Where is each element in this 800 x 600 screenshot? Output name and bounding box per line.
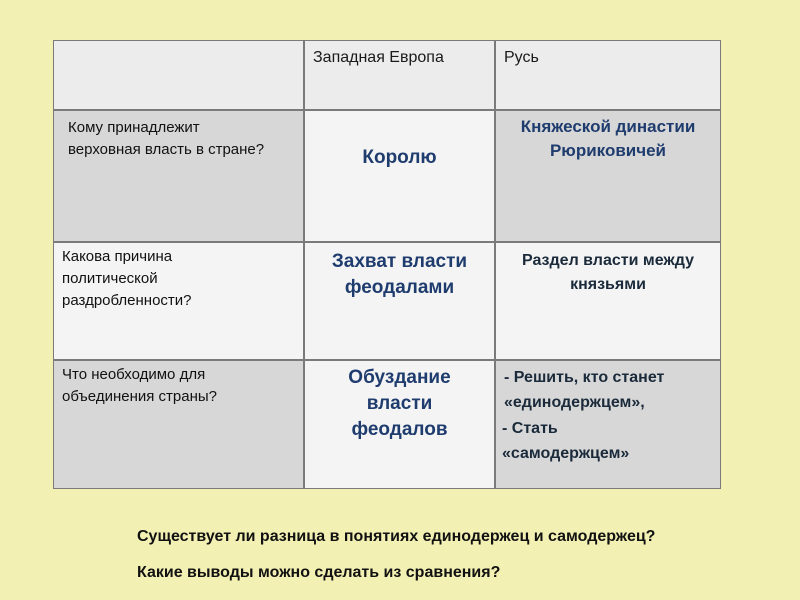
answer-rus-3-text-1: - Решить, кто станет «единодержцем», bbox=[504, 369, 665, 411]
question-1-text: Кому принадлежит верховная власть в стране? bbox=[68, 119, 265, 158]
footer-question-1: Существует ли разница в понятиях единодержец и самодержец? bbox=[137, 528, 656, 545]
header-west-europe-label: Западная Европа bbox=[313, 49, 444, 66]
answer-west-2-text: Захват власти феодалами bbox=[331, 251, 468, 298]
answer-rus-2-cell bbox=[495, 242, 721, 360]
footer-question-2: Какие выводы можно сделать из сравнения? bbox=[137, 564, 501, 581]
header-west-europe bbox=[304, 40, 495, 110]
answer-west-3-text: Обуздание власти феодалов bbox=[348, 367, 451, 440]
answer-west-1-cell bbox=[304, 110, 495, 242]
answer-rus-2-text: Раздел власти между князьями bbox=[522, 252, 694, 293]
answer-rus-3-text-2: - Стать «самодержцем» bbox=[502, 420, 630, 462]
answer-rus-3-cell bbox=[495, 360, 721, 489]
question-2-cell bbox=[53, 242, 304, 360]
question-3-cell bbox=[53, 360, 304, 489]
question-1-cell bbox=[53, 110, 304, 242]
question-3-text: Что необходимо для объединения страны? bbox=[62, 366, 217, 405]
answer-rus-1-text: Княжеской династии Рюриковичей bbox=[520, 117, 696, 160]
header-rus-label: Русь bbox=[504, 49, 539, 66]
answer-west-3-cell bbox=[304, 360, 495, 489]
header-rus bbox=[495, 40, 721, 110]
answer-rus-1-cell bbox=[495, 110, 721, 242]
header-empty-cell bbox=[53, 40, 304, 110]
answer-west-1-text: Королю bbox=[362, 147, 437, 168]
answer-west-2-cell bbox=[304, 242, 495, 360]
question-2-text: Какова причина политической раздробленности? bbox=[62, 248, 192, 309]
comparison-table bbox=[53, 40, 721, 489]
